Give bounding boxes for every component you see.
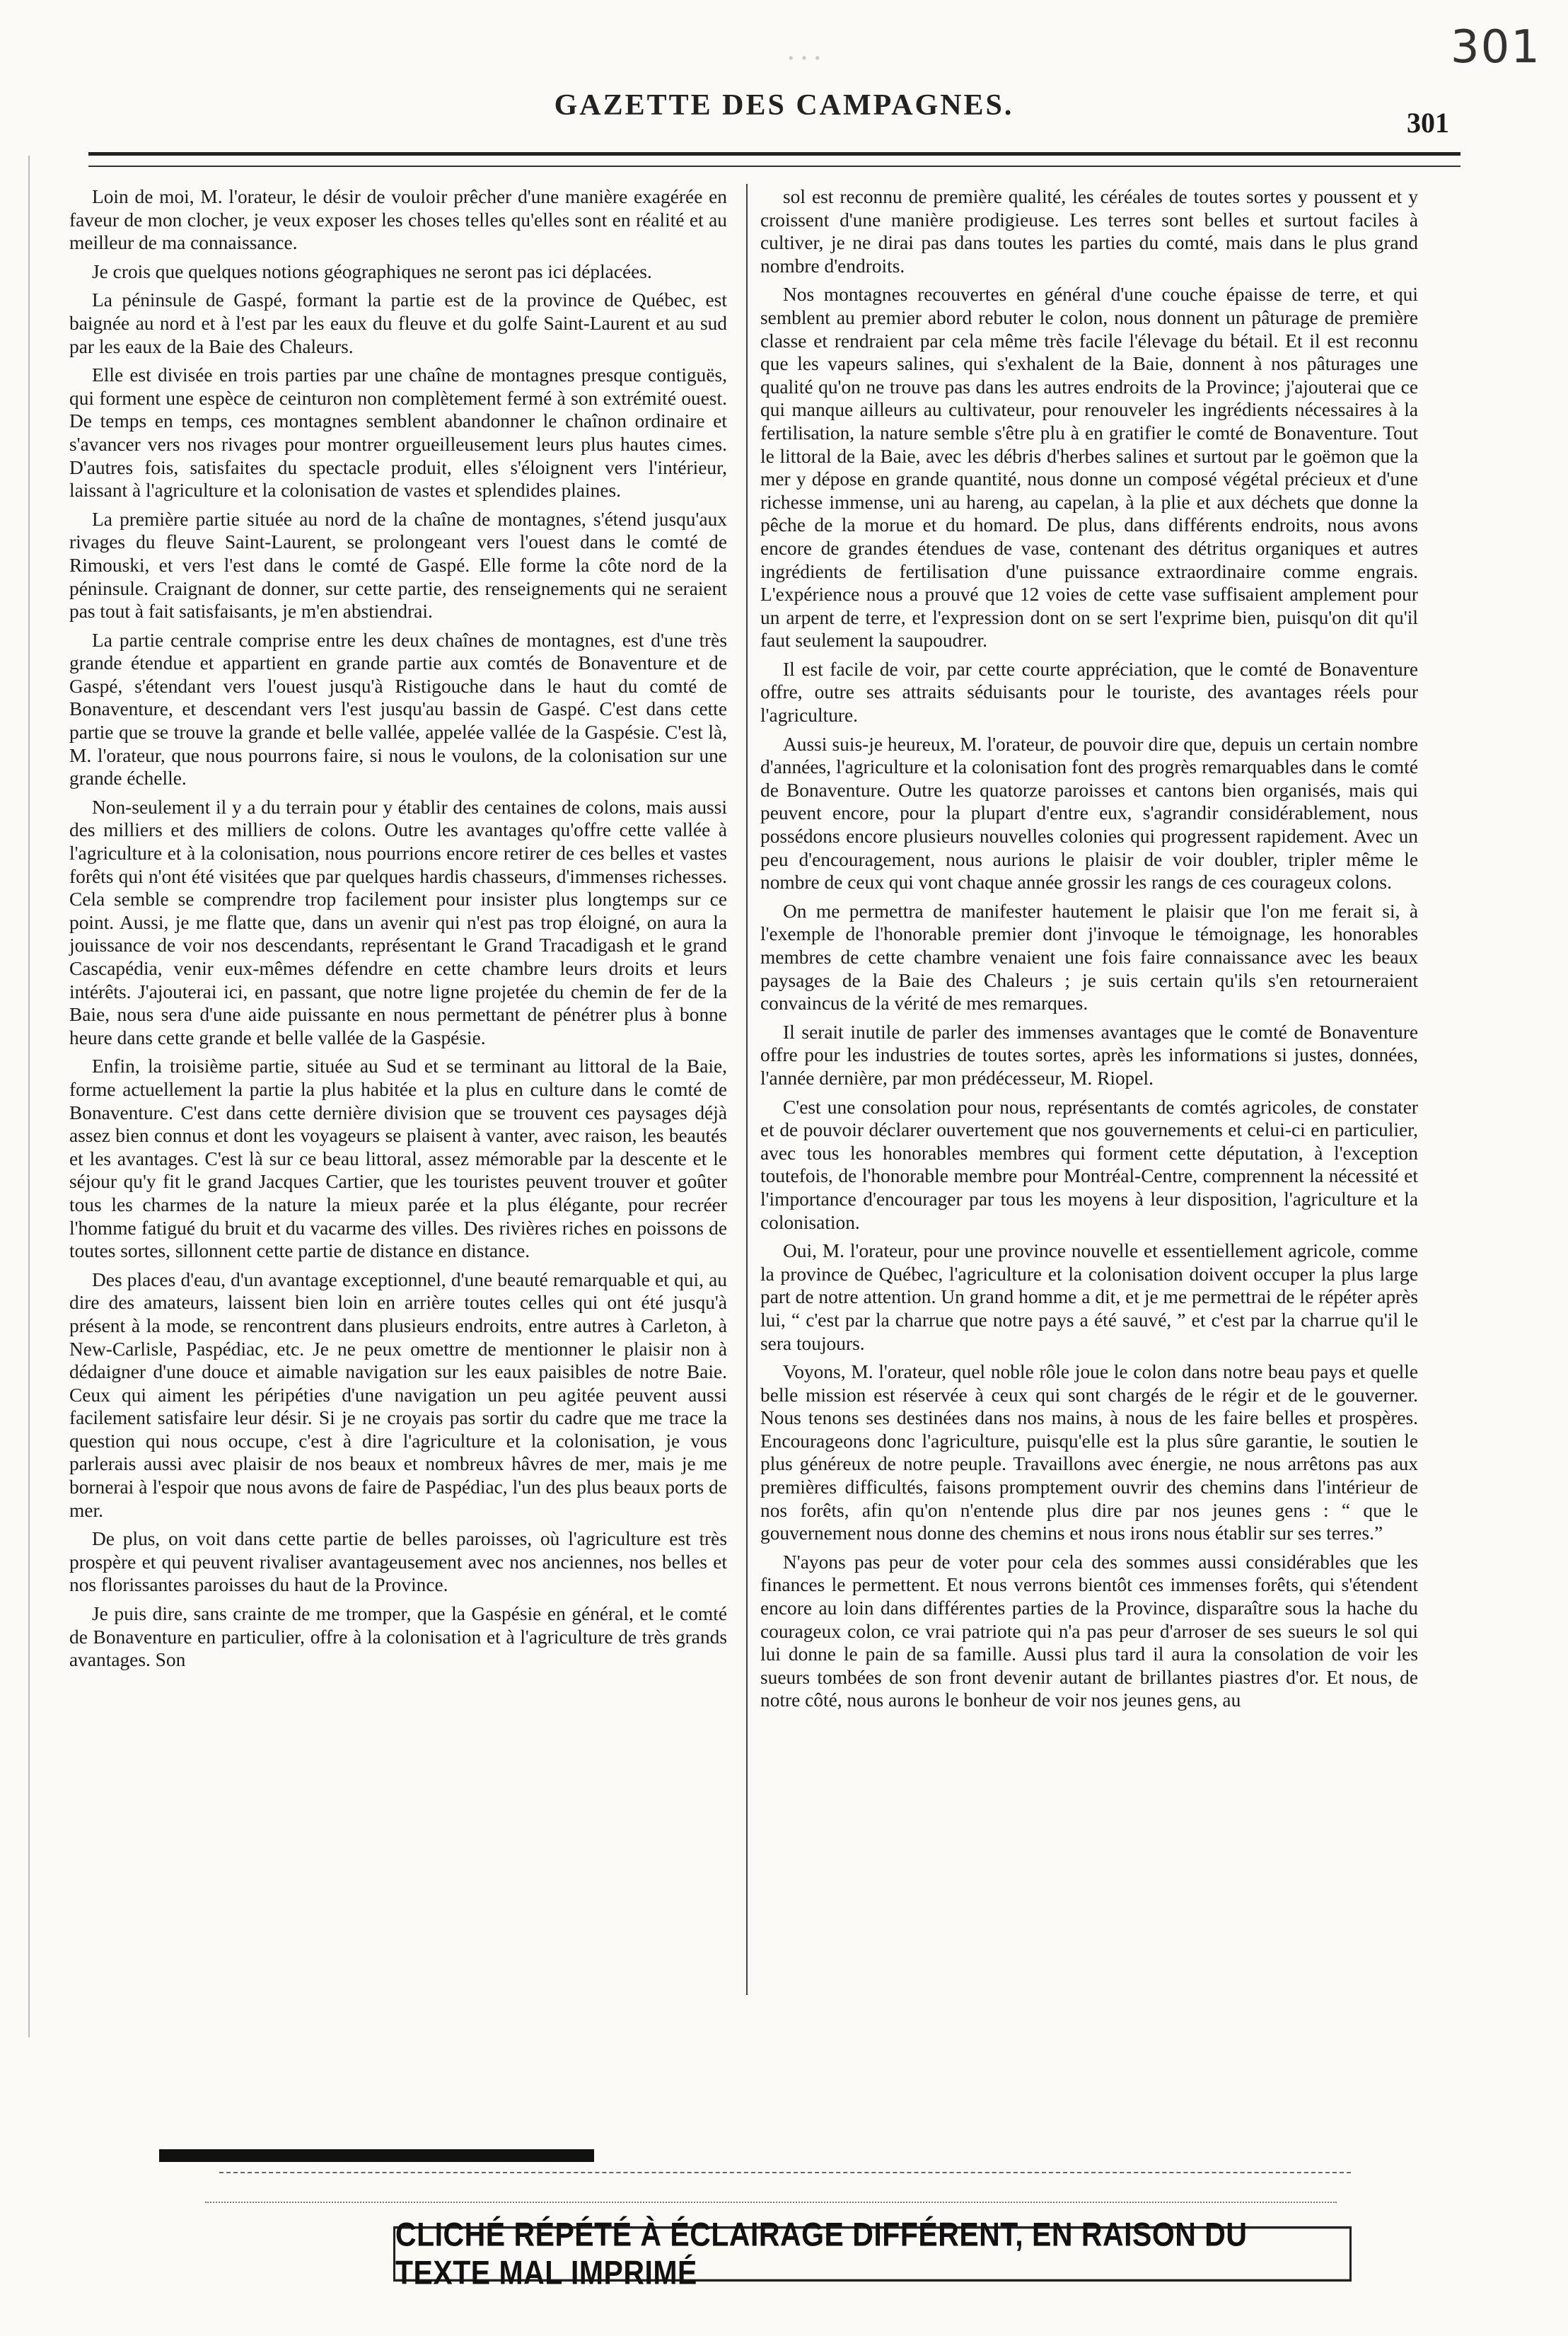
paragraph: C'est une consolation pour nous, représentants de comtés agricoles, de constater et de pouvoir déclarer ouvertement que nos gouvernements et celui-ci en particulier, avec tous les honorables membres qui forment cette députation, à l'exception toutefois, de l'honorable membre pour Montréal-Centre, comprennent la nécessité et l'importance d'encourager par tous les moyens à leur disposition, l'agriculture et la colonisation.	[760, 1096, 1418, 1233]
paragraph: La péninsule de Gaspé, formant la partie est de la province de Québec, est baignée au nord et à l'est par les eaux du fleuve et du golfe Saint-Laurent et au sud par les eaux de la Baie des Chaleurs.	[69, 289, 727, 357]
paragraph: Elle est divisée en trois parties par une chaîne de montagnes presque contiguës, qui forment une espèce de ceinturon non complètement fermé à son extrémité ouest. De temps en temps, ces montagnes semblent abandonner le chaînon ordinaire et s'avancer vers nos rivages pour montrer orgueilleusement leurs plus hautes cimes. D'autres fois, satisfaites du spectacle produit, elles s'éloignent vers l'intérieur, laissant à l'agriculture et la colonisation de vastes et splendides plaines.	[69, 364, 727, 502]
paragraph: Enfin, la troisième partie, située au Sud et se terminant au littoral de la Baie, forme actuellement la partie la plus habitée et la plus en culture dans le comté de Bonaventure. C'est dans cette dernière division que se trouvent ces paysages déjà assez bien connus et dont les voyageurs se plaisent à vanter, avec raison, les beautés et les avantages. C'est là sur ce beau littoral, assez mémorable par la descente et le séjour qu'y fit le grand Jacques Cartier, que les touristes peuvent trouver et goûter tous les charmes de la nature la mieux parée et la plus élégante, pour recréer l'homme fatigué du bruit et du vacarme des villes. Des rivières riches en poissons de toutes sortes, sillonnent cette partie de distance en distance.	[69, 1056, 727, 1262]
paragraph: Je crois que quelques notions géographiques ne seront pas ici déplacées.	[92, 260, 652, 282]
paragraph: Voyons, M. l'orateur, quel noble rôle joue le colon dans notre beau pays et quelle belle mission est réservée à ceux qui sont chargés de le régir et de le gouverner. Nous tenons ses destinées dans nos mains, à nous de les faire belles et prospères. Encourageons donc l'agriculture, puisqu'elle est la plus sûre garantie, le soutien le plus généreux de notre peuple. Travaillons avec énergie, ne nous arrêtons pas aux premières difficultés, faisons promptement ouvrir des chemins dans l'intérieur de nos forêts, afin qu'on n'entende plus dire par nos jeunes gens : “ que le gouvernement nous donne des chemins et nous irons nous établir sur ses terres.”	[760, 1361, 1418, 1544]
left-column	[69, 185, 727, 1677]
paragraph: Il serait inutile de parler des immenses avantages que le comté de Bonaventure offre pour les industries de toutes sortes, après les informations si justes, données, l'année dernière, par mon prédécesseur, M. Riopel.	[760, 1021, 1418, 1089]
paragraph: Aussi suis-je heureux, M. l'orateur, de pouvoir dire que, depuis un certain nombre d'années, l'agriculture et la colonisation font des progrès remarquables dans le comté de Bonaventure. Outre les quatorze paroisses et cantons bien organisés, mais qui peuvent encore, pour la plupart d'entre eux, s'agrandir considérablement, nous possédons encore plusieurs nouvelles colonies qui progressent rapidement. Avec un peu d'encouragement, nous aurions le plaisir de voir doubler, tripler même le nombre de ceux qui vont chaque année grossir les rangs de ces courageux colons.	[760, 733, 1418, 894]
faded-header: ...	[786, 34, 827, 67]
black-bar	[159, 2149, 594, 2162]
page-number: 301	[1407, 107, 1449, 139]
paragraph: Des places d'eau, d'un avantage exceptionnel, d'une beauté remarquable et qui, au dire des amateurs, laissent bien loin en arrière toutes celles qui ont été jusqu'à présent à la mode, se rencontrent dans plusieurs endroits, entre autres à Carleton, à New-Carlisle, Paspédiac, etc. Je ne peux omettre de mentionner le plaisir non à dédaigner d'une douce et aimable navigation sur les eaux paisibles de notre Baie. Ceux qui aiment les péripéties d'une navigation un peu agitée peuvent aussi facilement satisfaire leur désir. Si je ne croyais pas sortir du cadre que me trace la question qui nous occupe, c'est à dire l'agriculture et la colonisation, je vous parlerais aussi avec plaisir de nos beaux et nombreux hâvres de mer, mais je me bornerai à l'espoir que nous avons de faire de Paspédiac, l'un des plus beaux ports de mer.	[69, 1268, 727, 1521]
header-rule	[88, 152, 1460, 167]
masthead-title: GAZETTE DES CAMPAGNES.	[554, 89, 1014, 122]
paragraph: De plus, on voit dans cette partie de belles paroisses, où l'agriculture est très prospère et qui peuvent rivaliser avantageusement avec nos anciennes, nos belles et nos florissantes paroisses du haut de la Province.	[69, 1528, 727, 1596]
paragraph: Il est facile de voir, par cette courte appréciation, que le comté de Bonaventure offre, outre ses attraits séduisants pour le touriste, des avantages réels pour l'agriculture.	[760, 658, 1418, 727]
paragraph: On me permettra de manifester hautement le plaisir que l'on me ferait si, à l'exemple de l'honorable premier dont j'invoque le témoignage, les honorables membres de cette chambre venaient une fois faire connaissance avec les beaux paysages de la Baie des Chaleurs ; je suis certain qu'ils s'en retourneraient convaincus de la vérité de mes remarques.	[760, 900, 1418, 1014]
paragraph: Loin de moi, M. l'orateur, le désir de vouloir prêcher d'une manière exagérée en faveur de mon clocher, je veux exposer les choses telles qu'elles sont en réalité et au meilleur de ma connaissance.	[69, 186, 727, 254]
scan-edge	[28, 156, 30, 2037]
scan-artifact-line	[219, 2172, 1351, 2174]
paragraph: La partie centrale comprise entre les deux chaînes de montagnes, est d'une très grande étendue et appartient en grande partie aux comtés de Bonaventure et de Gaspé, s'étendant vers l'ouest jusqu'à Ristigouche dans le haut du comté de Bonaventure, et descendant vers l'est jusqu'au bassin de Gaspé. C'est dans cette partie que se trouve la grande et belle vallée, appelée vallée de la Gaspésie. C'est là, M. l'orateur, que nous pourrons faire, si nous le voulons, de la colonisation sur une grande échelle.	[69, 629, 727, 790]
scan-artifact-line	[205, 2202, 1337, 2204]
paragraph: Nos montagnes recouvertes en général d'une couche épaisse de terre, et qui semblent au premier abord rebuter le colon, nous donnent un pâturage de première classe et rendraient par cela même très facile l'élevage du bétail. Et il est reconnu que les vapeurs salines, qui s'exhalent de la Baie, donnent à nos pâturages une qualité qu'on ne trouve pas dans les autres endroits de la Province; j'ajouterai que ce qui manque ailleurs au cultivateur, pour renouveler les ingrédients nécessaires à la fertilisation, la nature semble s'être plu à en gratifier le comté de Bonaventure. Tout le littoral de la Baie, avec les débris d'herbes salines et surtout par le goëmon que la mer y dépose en grande quantité, nous donne un composé végétal précieux et d'une richesse immense, uni au hareng, au capelan, à la plie et aux déchets que donne la pêche de la morue et du homard. De plus, dans différents endroits, nous avons encore de grandes étendues de vase, contenant des détritus organiques et autres ingrédients de fertilisation d'une puissance extraordinaire comme engrais. L'expérience nous a prouvé que 12 voies de cette vase suffisaient amplement pour un arpent de terre, et l'expression dont on se sert l'exprime bien, puisqu'on dit qu'il faut seulement la saupoudrer.	[760, 284, 1418, 652]
reprint-notice-stamp: CLICHÉ RÉPÉTÉ À ÉCLAIRAGE DIFFÉRENT, EN RAISON DU TEXTE MAL IMPRIMÉ	[393, 2226, 1352, 2282]
paragraph: La première partie située au nord de la chaîne de montagnes, s'étend jusqu'aux rivages du fleuve Saint-Laurent, se prolongeant vers l'ouest dans le comté de Rimouski, et vers l'est dans le comté de Gaspé. Elle forme la côte nord de la péninsule. Craignant de donner, sur cette partie, des renseignements qui ne seraient pas tout à fait satisfaisants, je m'en abstiendrai.	[69, 508, 727, 623]
right-column	[760, 185, 1418, 1718]
paragraph: Oui, M. l'orateur, pour une province nouvelle et essentiellement agricole, comme la province de Québec, l'agriculture et la colonisation doivent occuper la plus large part de notre attention. Un grand homme a dit, et je me permettrai de le répéter après lui, “ c'est par la charrue que notre pays a été sauvé, ” et c'est par la charrue qu'il le sera toujours.	[760, 1240, 1418, 1354]
paragraph: sol est reconnu de première qualité, les céréales de toutes sortes y poussent et y croissent d'une manière prodigieuse. Les terres sont belles et surtout faciles à cultiver, je ne dirai pas dans toutes les parties du comté, mais dans le plus grand nombre d'endroits.	[760, 186, 1418, 277]
column-divider	[746, 184, 748, 1995]
paragraph: Je puis dire, sans crainte de me tromper, que la Gaspésie en général, et le comté de Bonaventure en particulier, offre à la colonisation et à l'agriculture de très grands avantages. Son	[69, 1603, 727, 1671]
paragraph: N'ayons pas peur de voter pour cela des sommes aussi considérables que les finances le permettent. Et nous verrons bientôt ces immenses forêts, qui s'étendent encore au loin dans différentes parties de la Province, disparaître sous la hache du courageux colon, ce vrai patriote qui n'a pas peur d'arroser de ses sueurs le sol qui lui donne le pain de sa famille. Aussi plus tard il aura la consolation de voir les sueurs tombées de son front devenir autant de brillantes piastres d'or. Et nous, de notre côté, nous aurons le bonheur de voir nos jeunes gens, au	[760, 1551, 1418, 1711]
paragraph: Non-seulement il y a du terrain pour y établir des centaines de colons, mais aussi des milliers et des milliers de colons. Outre les avantages qu'offre cette vallée à l'agriculture et à la colonisation, nous pourrions encore retirer de ces belles et vastes forêts qui n'ont été visitées que par quelques hardis chasseurs, d'immenses richesses. Cela semble se comprendre trop facilement pour insister plus longtemps sur ce point. Aussi, je me flatte que, dans un avenir qui n'est pas trop éloigné, on aura la jouissance de voir nos descendants, représentant le Grand Tracadigash et le grand Cascapédia, venir eux-mêmes défendre en cette chambre leurs droits et leurs intérêts. J'ajouterai ici, en passant, que notre ligne projetée du chemin de fer de la Baie, nous sera d'une aide puissante en nous permettant de pénétrer plus à bonne heure dans cette grande et belle vallée de la Gaspésie.	[69, 796, 727, 1048]
handwritten-page-number: 301	[1450, 21, 1541, 74]
